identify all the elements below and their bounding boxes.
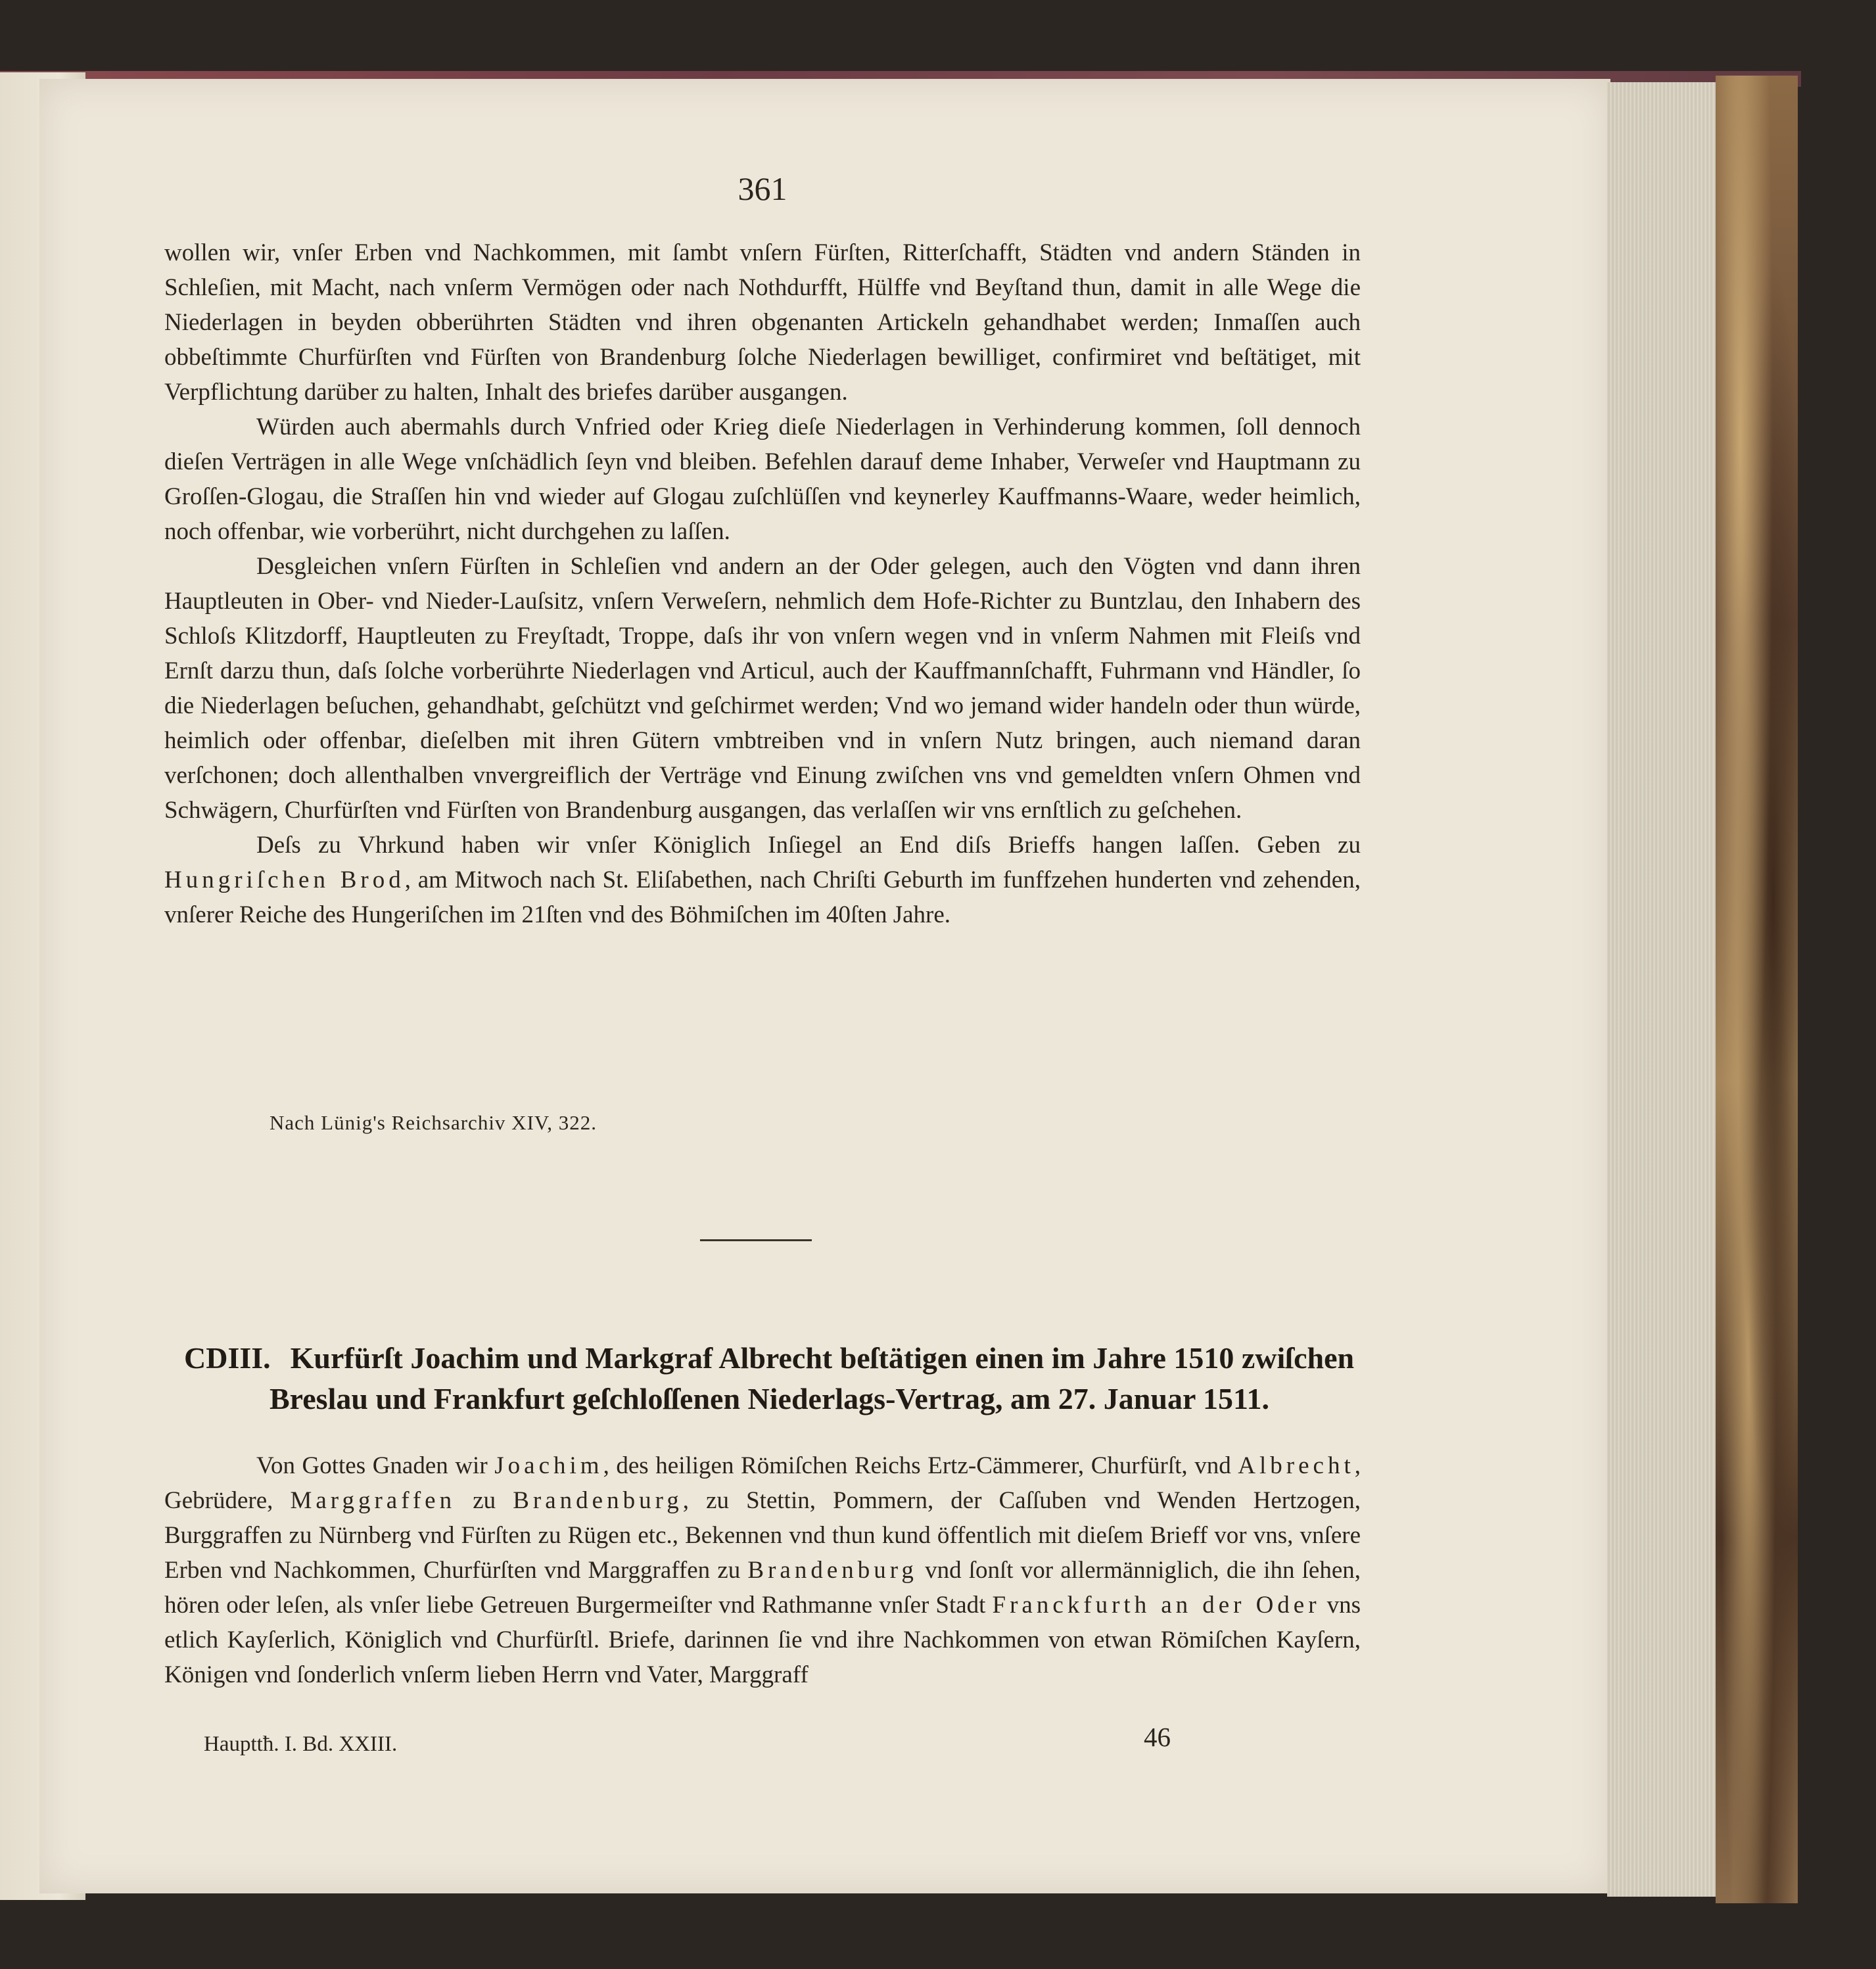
title-marggraffen: Marggraffen: [290, 1487, 456, 1514]
upper-text-block: [164, 235, 1361, 932]
name-albrecht: Albrecht: [1238, 1452, 1355, 1479]
text-run: vns etlich Kayſerlich, Königlich vnd Churfürſtl. Briefe, darinnen ſie vnd ihre Nachkommen von etwan Römiſchen Kayſern, Königen vnd ſonderlich vnſerm lieben Herrn vnd Vater, Marggraff: [164, 1592, 1361, 1688]
page-number: 361: [738, 170, 787, 207]
name-joachim: Joachim: [494, 1452, 603, 1479]
page-stack-edge: [1607, 82, 1719, 1897]
place-brandenburg: Brandenburg: [513, 1487, 683, 1514]
section-heading: [184, 1338, 1380, 1419]
marbled-cover: [1716, 76, 1798, 1903]
closing-text: , am Mitwoch nach St. Eliſabethen, nach Chriſti Geburth im funffzehen hunderten vnd zehenden, vnſerer Reiche des Hungeriſchen im 21ſten vnd des Böhmiſchen im 40ſten Jahre.: [164, 866, 1361, 928]
text-run: Von Gottes Gnaden wir: [256, 1452, 495, 1479]
lower-text-block: [164, 1448, 1361, 1692]
section-number: CDIII.: [184, 1341, 271, 1375]
section-divider: [700, 1239, 812, 1241]
sheet-number: 46: [1144, 1722, 1171, 1752]
source-citation: Nach Lünig's Reichsarchiv XIV, 322.: [270, 1111, 598, 1134]
section-title-line-1: Kurfürſt Joachim und Markgraf Albrecht beſtätigen einen im Jahre 1510 zwiſchen: [290, 1341, 1355, 1375]
place-name: Hungriſchen Brod: [164, 866, 405, 893]
closing-paragraph: [164, 828, 1361, 932]
paragraph: Desgleichen vnſern Fürſten in Schleſien vnd andern an der Oder gelegen, auch den Vögten vnd dann ihren Hauptleuten in Ober- vnd Nieder-Lauſsitz, vnſern Verweſern, nehmlich dem Hofe-Richter zu Buntzlau, den Inhabern des Schloſs Klitzdorff, Hauptleuten zu Freyſtadt, Troppe, daſs ihr von vnſern wegen vnd in vnſerm Nahmen mit Fleiſs vnd Ernſt darzu thun, daſs ſolche vorberührte Niederlagen vnd Articul, auch der Kauffmannſchafft, Fuhrmann vnd Händler, ſo die Niederlagen beſuchen, gehandhabt, geſchützt vnd geſchirmet werden; Vnd wo jemand wider handeln oder thun würde, heimlich oder offenbar, dieſelben mit ihren Gütern vmbtreiben vnd in vnſern Nutz bringen, auch niemand daran verſchonen; doch allenthalben vnvergreiflich der Verträge vnd Einung zwiſchen vns vnd gemeldten vnſern Ohmen vnd Schwägern, Churfürſten vnd Fürſten von Brandenburg ausgangen, das verlaſſen wir vns ernſtlich zu geſchehen.: [164, 553, 1361, 824]
text-run: , des heiligen Römiſchen Reichs Ertz-Cämmerer, Churfürſt, vnd: [603, 1452, 1238, 1479]
paragraph: wollen wir, vnſer Erben vnd Nachkommen, mit ſambt vnſern Fürſten, Ritterſchafft, Städten vnd andern Ständen in Schleſien, mit Macht, nach vnſerm Vermögen oder nach Nothdurfft, Hülffe vnd Beyſtand thun, damit in alle Wege die Niederlagen in beyden obberührten Städten vnd ihren obgenanten Artickeln gehandhabet werden; Inmaſſen auch obbeſtimmte Churfürſten vnd Fürſten von Brandenburg ſolche Niederlagen bewilliget, confirmiret vnd beſtätiget, mit Verpflichtung darüber zu halten, Inhalt des briefes darüber ausgangen.: [164, 239, 1361, 406]
text-run: , Gebrüdere,: [164, 1452, 1361, 1514]
place-franckfurth: Franckfurth an der Oder: [992, 1592, 1321, 1619]
paragraph: Würden auch abermahls durch Vnfried oder Krieg dieſe Niederlagen in Verhinderung kommen, ſoll dennoch dieſen Verträgen in alle Wege vnſchädlich ſeyn vnd bleiben. Befehlen darauf deme Inhaber, Verweſer vnd Hauptmann zu Groſſen-Glogau, die Straſſen hin vnd wieder auf Glogau zuſchlüſſen vnd keynerley Kauffmanns-Waare, weder heimlich, noch offenbar, wie vorberührt, nicht durchgehen zu laſſen.: [164, 414, 1361, 545]
signature-mark: Haupttħ. I. Bd. XXIII.: [204, 1732, 398, 1756]
closing-text: Deſs zu Vhrkund haben wir vnſer Königlich Inſiegel an End diſs Brieffs hangen laſſen. Geben zu: [256, 832, 1361, 859]
text-run: , zu Stettin, Pommern, der Caſſuben vnd Wenden Hertzogen, Burggraffen zu Nürnberg vnd Fürſten zu Rügen etc., Bekennen vnd thun kund öffentlich mit dieſem Brieff vor vns, vnſere Erben vnd Nachkommen, Churfürſten vnd Marggraffen zu: [164, 1487, 1361, 1584]
section-title-line-2: Breslau und Frankfurt geſchloſſenen Niederlags-Vertrag, am 27. Januar 1511.: [270, 1382, 1269, 1415]
text-run: vnd ſonſt vor allermänniglich, die ihn ſehen, hören oder leſen, als vnſer liebe Getreuen Burgermeiſter vnd Rathmanne vnſer Stadt: [164, 1557, 1361, 1619]
paragraph: [164, 1448, 1361, 1692]
place-brandenburg: Brandenburg: [747, 1557, 918, 1584]
text-run: zu: [456, 1487, 513, 1514]
